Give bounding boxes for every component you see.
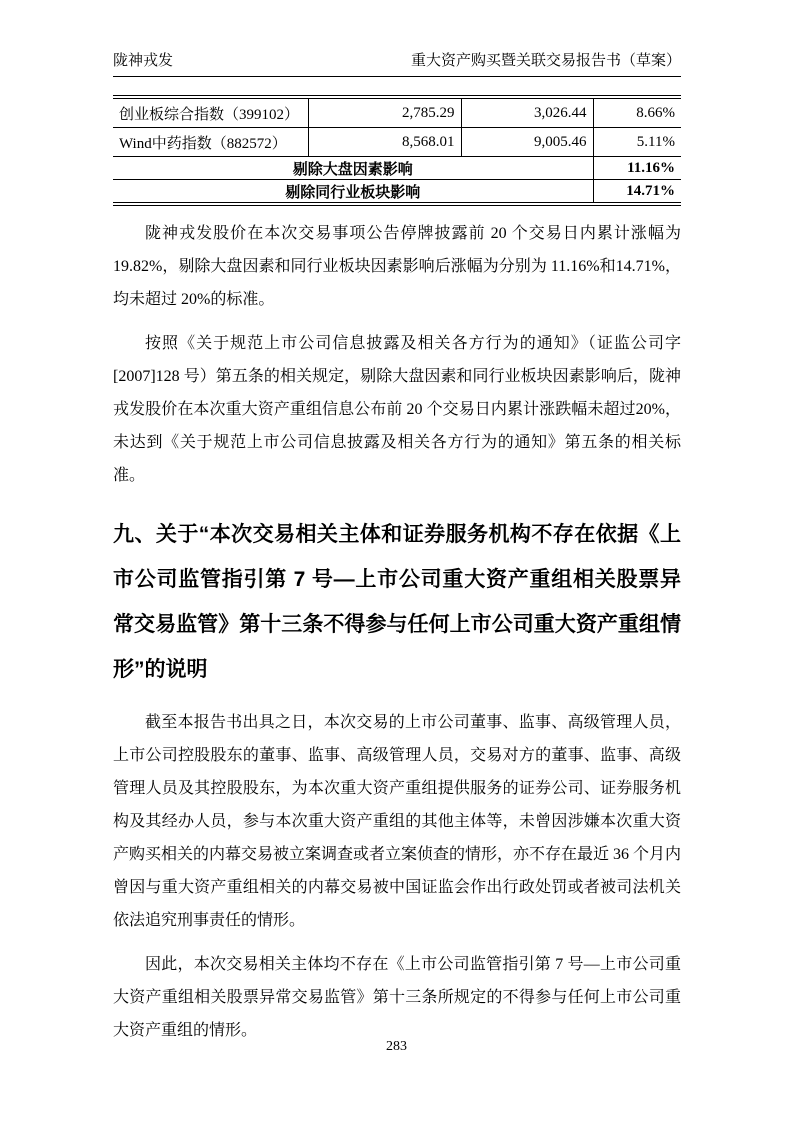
body-paragraph-3: 截至本报告书出具之日，本次交易的上市公司董事、监事、高级管理人员，上市公司控股股东的董事、监事、高级管理人员，交易对方的董事、监事、高级管理人员及其控股股东，为本次重大资产重组提供服务的证券公司、证券服务机构及其经办人员，参与本次重大资产重组的其他主体等，未曾因涉嫌本次重大资产购买相关的内幕交易被立案调查或者立案侦查的情形，亦不存在最近 36 个月内曾因与重大资产重组相关的内幕交易被中国证监会作出行政处罚或者被司法机关依法追究刑事责任的情形。 (113, 714, 682, 929)
index-start-value-cell: 8,568.01 (308, 128, 461, 157)
index-change-cell: 5.11% (593, 128, 681, 157)
page-number: 283 (386, 1039, 407, 1054)
header-company-name: 陇神戎发 (113, 53, 174, 69)
index-name-cell: Wind中药指数（882572） (113, 128, 308, 157)
page-content (113, 0, 681, 1058)
running-header (113, 0, 681, 77)
body-paragraph-4: 因此，本次交易相关主体均不存在《上市公司监管指引第 7 号—上市公司重大资产重组相关股票异常交易监管》第十三条所规定的不得参与任何上市公司重大资产重组的情形。 (113, 956, 681, 1039)
section-heading-9: 九、关于“本次交易相关主体和证券服务机构不存在依据《上市公司监管指引第 7 号—上市公司重大资产重组相关股票异常交易监管》第十三条不得参与任何上市公司重大资产重组情形”的说明 (113, 523, 681, 681)
table-summary-row (113, 157, 681, 180)
body-paragraph-1: 陇神戎发股价在本次交易事项公告停牌披露前 20 个交易日内累计涨幅为19.82%，剔除大盘因素和同行业板块因素影响后涨幅为分别为 11.16%和14.71%，均未超过 20%的标准。 (113, 225, 681, 308)
body-paragraph-2: 按照《关于规范上市公司信息披露及相关各方行为的通知》（证监公司字[2007]128 号）第五条的相关规定，剔除大盘因素和同行业板块因素影响后，陇神戎发股价在本次重大资产重组信息公布前 20 个交易日内累计涨跌幅未超过20%，未达到《关于规范上市公司信息披露及相关各方行为的通知》第五条的相关标准。 (113, 335, 681, 484)
index-start-value-cell: 2,785.29 (308, 97, 461, 128)
table-row (113, 128, 681, 157)
table-row (113, 97, 681, 128)
table-summary-row (113, 180, 681, 205)
summary-value-cell: 11.16% (593, 157, 681, 180)
index-comparison-table (113, 95, 681, 206)
index-end-value-cell: 3,026.44 (461, 97, 593, 128)
summary-label-cell: 剔除大盘因素影响 (113, 157, 593, 180)
header-report-title: 重大资产购买暨关联交易报告书（草案） (410, 53, 681, 69)
summary-value-cell: 14.71% (593, 180, 681, 205)
index-name-cell: 创业板综合指数（399102） (113, 97, 308, 128)
index-change-cell: 8.66% (593, 97, 681, 128)
index-end-value-cell: 9,005.46 (461, 128, 593, 157)
summary-label-cell: 剔除同行业板块影响 (285, 184, 421, 201)
